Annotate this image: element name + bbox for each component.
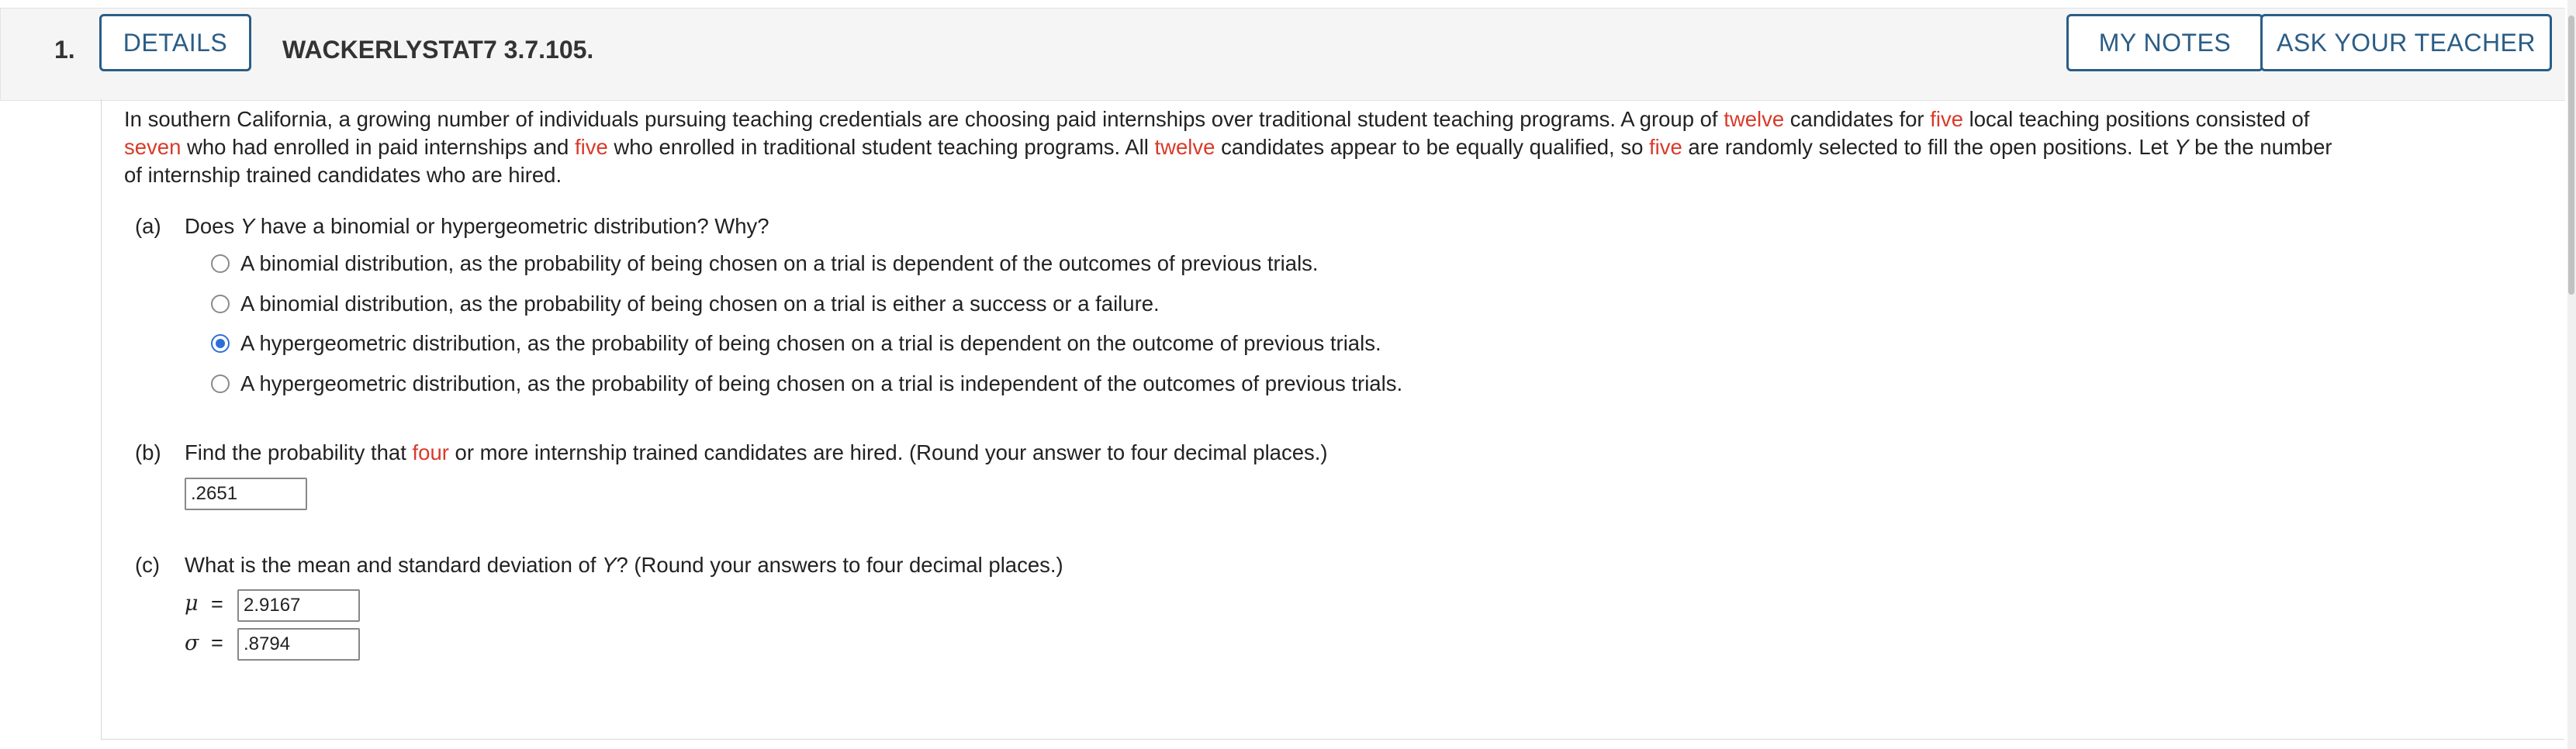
ask-your-teacher-button[interactable]: ASK YOUR TEACHER [2260,14,2552,71]
part-b-label: (b) [135,440,161,464]
part-a-option-2-radio[interactable] [211,295,230,313]
part-b-answer-input[interactable]: .2651 [185,478,307,510]
part-a-question: Does Y have a binomial or hypergeometric distribution? Why? [185,214,769,238]
mean-answer-input[interactable]: 2.9167 [237,589,360,622]
mu-equals: = [211,592,223,616]
part-a-option-2-label[interactable]: A binomial distribution, as the probability of being chosen on a trial is either a success or a failure. [240,292,1160,316]
part-a-option-3-label[interactable]: A hypergeometric distribution, as the probability of being chosen on a trial is dependent on the outcome of previous trials. [240,331,1381,355]
part-a-option-1-label[interactable]: A binomial distribution, as the probability of being chosen on a trial is dependent of the outcomes of previous trials. [240,251,1319,275]
question-code: WACKERLYSTAT7 3.7.105. [282,36,594,64]
question-content [101,99,2564,740]
mu-symbol: μ [185,592,199,616]
std-dev-answer-input[interactable]: .8794 [237,628,360,661]
part-c-question: What is the mean and standard deviation of Y? (Round your answers to four decimal places.) [185,553,1063,577]
problem-statement: In southern California, a growing number of individuals pursuing teaching credentials are choosing paid internships over traditional student teaching programs. A group of twelve candidates for five local teaching positions consisted of seven who had enrolled in paid internships and five who enrolled in traditional student teaching programs. All twelve candidates appear to be equally qualified, so five are randomly selected to fill the open positions. Let Y be the number of internship trained candidates who are hired. [124,107,2332,187]
sigma-symbol: σ [185,631,199,655]
sigma-equals: = [211,631,223,654]
part-c-label: (c) [135,553,161,577]
part-a-option-3-radio[interactable] [211,334,230,353]
part-a-label: (a) [135,214,161,238]
details-button[interactable]: DETAILS [99,14,251,71]
part-a-option-4-radio[interactable] [211,374,230,393]
page-scrollbar-thumb[interactable] [2568,16,2574,295]
question-number: 1. [54,36,75,64]
my-notes-button[interactable]: MY NOTES [2066,14,2263,71]
part-a-option-1-radio[interactable] [211,254,230,273]
part-a-option-4-label[interactable]: A hypergeometric distribution, as the probability of being chosen on a trial is independent of the outcomes of previous trials. [240,371,1403,395]
part-b-question: Find the probability that four or more internship trained candidates are hired. (Round your answer to four decimal places.) [185,440,1328,464]
